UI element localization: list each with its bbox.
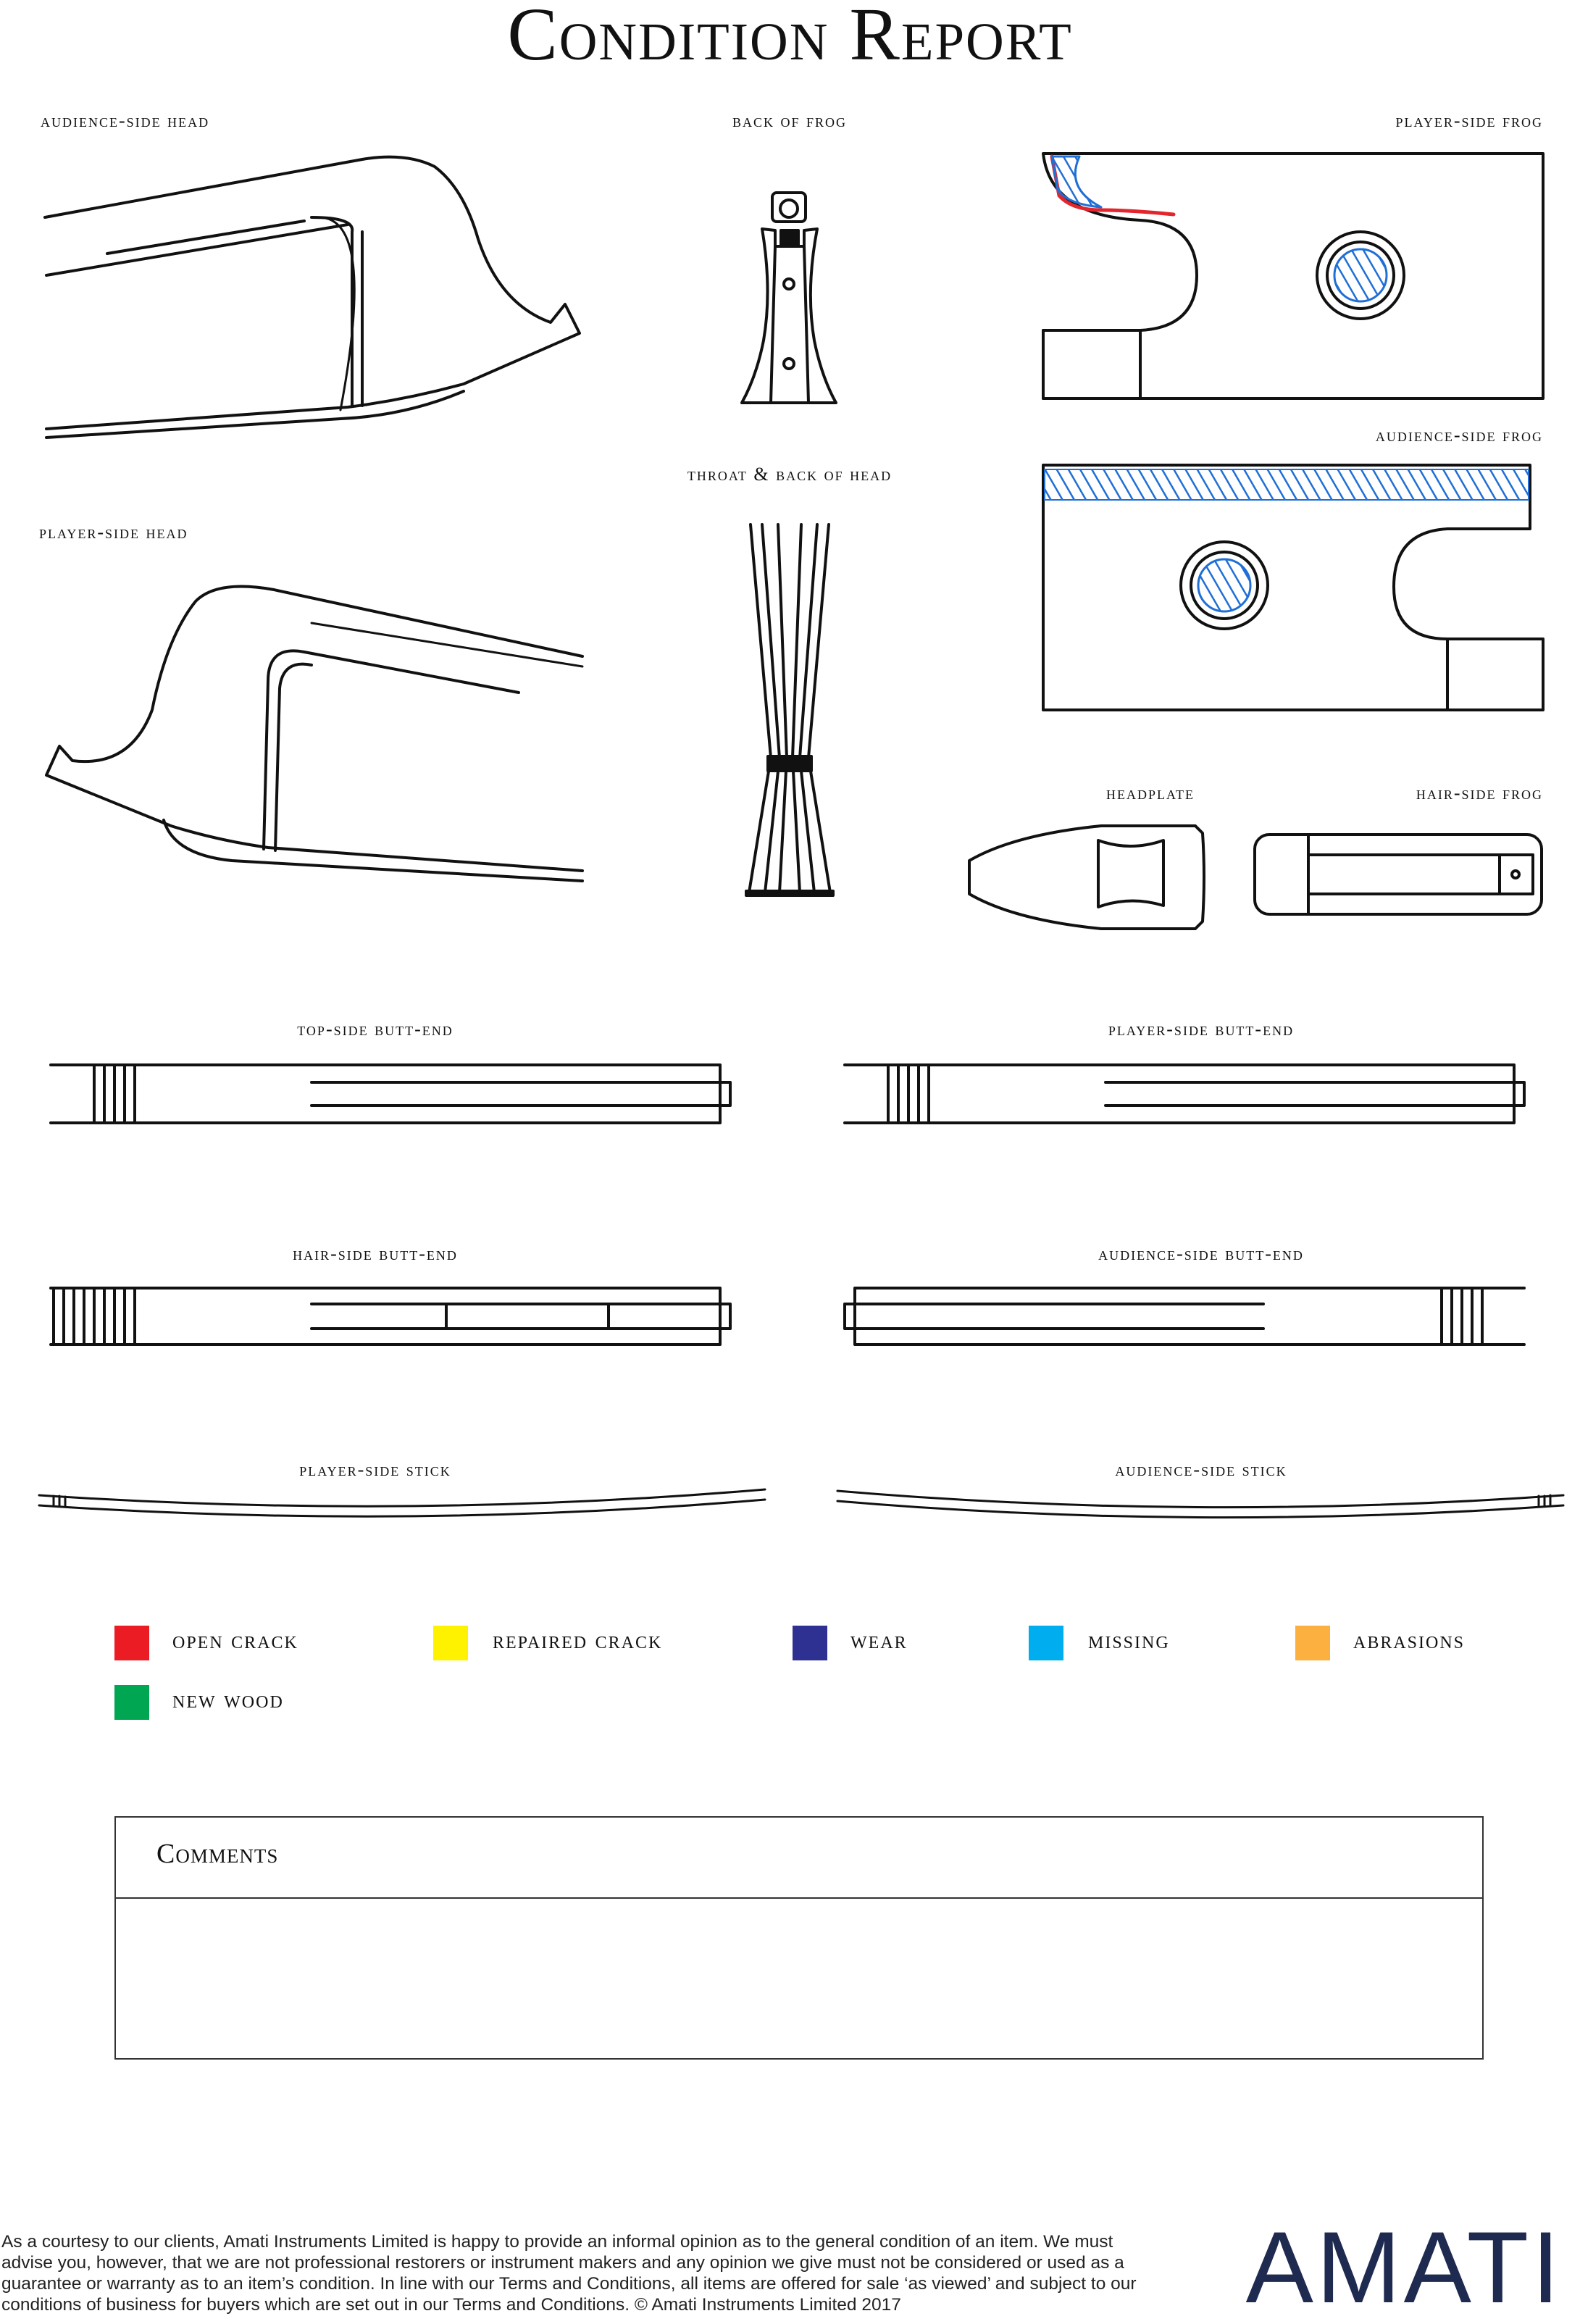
player-side-stick-drawing [39, 1489, 765, 1516]
player-side-butt-end-drawing [845, 1065, 1524, 1123]
audience-side-frog-drawing [1043, 465, 1543, 710]
audience-side-head-drawing [45, 157, 580, 438]
legend-label-new-wood: new wood [172, 1686, 284, 1713]
label-player-side-stick: player-side stick [299, 1459, 451, 1480]
comments-field[interactable] [116, 1899, 1482, 2058]
legend-label-wear: wear [850, 1627, 908, 1654]
legend-swatch-missing [1029, 1626, 1063, 1660]
headplate-drawing [969, 826, 1204, 929]
label-player-side-butt-end: player-side butt-end [1108, 1019, 1295, 1040]
legend-swatch-wear [793, 1626, 827, 1660]
label-headplate: headplate [1106, 782, 1195, 803]
label-audience-side-head: audience-side head [41, 110, 210, 131]
top-side-butt-end-drawing [51, 1065, 730, 1123]
label-back-of-frog: back of frog [732, 110, 848, 131]
legend-swatch-new-wood [114, 1685, 149, 1720]
back-of-frog-drawing [742, 193, 836, 403]
label-hair-side-frog: hair-side frog [1416, 782, 1543, 803]
hair-side-frog-drawing [1255, 835, 1542, 914]
label-audience-side-butt-end: audience-side butt-end [1098, 1243, 1304, 1264]
label-player-side-head: player-side head [39, 522, 188, 543]
player-side-frog-drawing [1043, 154, 1543, 398]
legend-label-abrasions: abrasions [1353, 1627, 1466, 1654]
legend-swatch-abrasions [1295, 1626, 1330, 1660]
comments-box [114, 1816, 1484, 2060]
label-top-side-butt-end: top-side butt-end [297, 1019, 453, 1040]
label-audience-side-frog: audience-side frog [1375, 425, 1543, 446]
legend-label-missing: missing [1088, 1627, 1170, 1654]
legend-label-repaired-crack: repaired crack [493, 1627, 663, 1654]
label-audience-side-stick: audience-side stick [1115, 1459, 1287, 1480]
audience-side-butt-end-drawing [845, 1288, 1524, 1345]
legend-swatch-open-crack [114, 1626, 149, 1660]
comments-header [116, 1818, 1482, 1899]
legend-swatch-repaired-crack [433, 1626, 468, 1660]
label-throat-back-of-head: throat & back of head [687, 464, 893, 485]
disclaimer-text: As a courtesy to our clients, Amati Instruments Limited is happy to provide an informal opinion as to the general condition of an item. We must advise you, however, that we are not professional restorers or instrument makers and any opinion we give must not be considered or used as a guarantee or warranty as to an item’s condition. In line with our Terms and Conditions, all items are offered for sale ‘as viewed’ and subject to our conditions of business for buyers which are set out in our Terms and Conditions. © Amati Instruments Limited 2017 [1, 2232, 1137, 2315]
label-player-side-frog: player-side frog [1395, 110, 1543, 131]
page-title: Condition Report [507, 0, 1073, 76]
hair-side-butt-end-drawing [51, 1288, 730, 1345]
audience-side-stick-drawing [837, 1491, 1563, 1518]
throat-back-of-head-drawing [746, 524, 833, 895]
amati-logo: AMATI [1245, 2210, 1563, 2324]
legend-label-open-crack: open crack [172, 1627, 298, 1654]
player-side-head-drawing [46, 587, 582, 881]
label-hair-side-butt-end: hair-side butt-end [293, 1243, 458, 1264]
comments-title: Comments [156, 1839, 279, 1869]
